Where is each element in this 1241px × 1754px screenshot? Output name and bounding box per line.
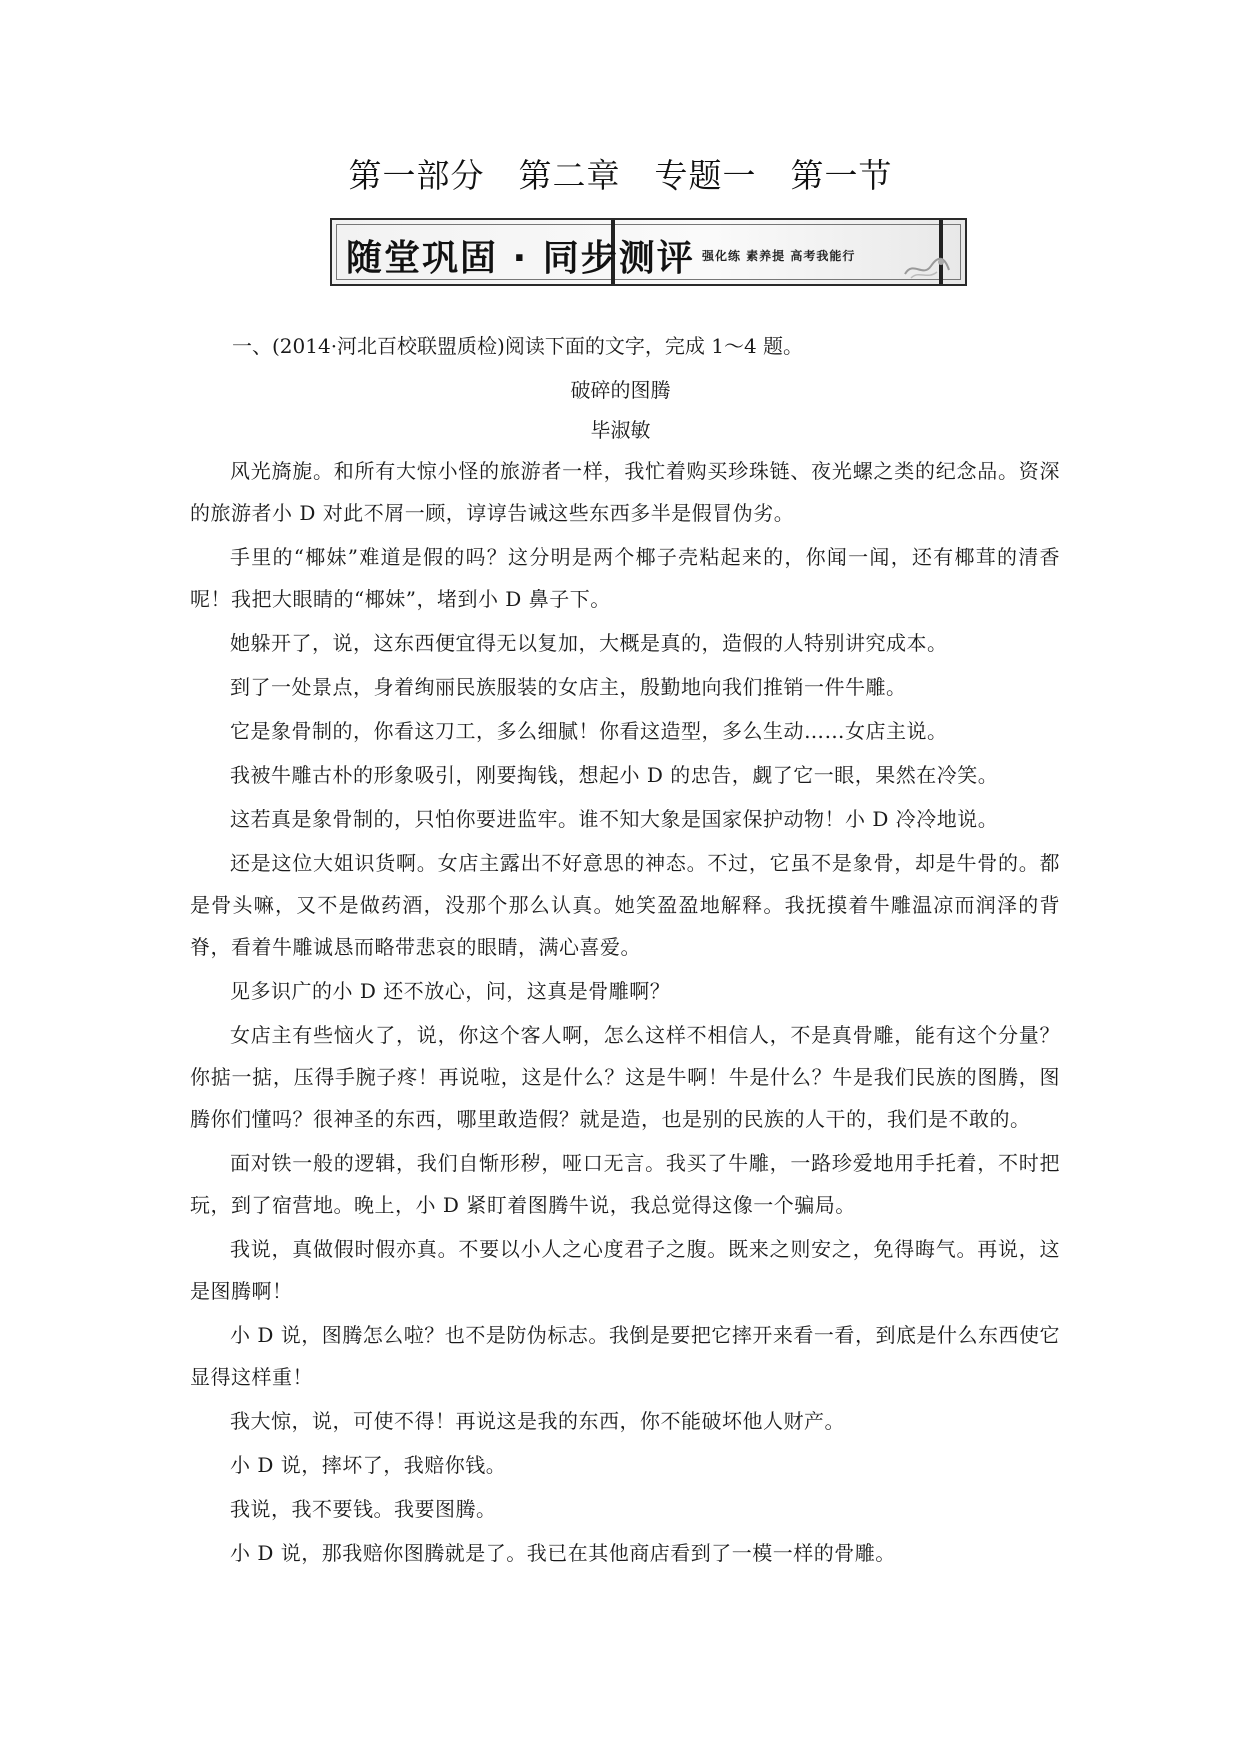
paragraph: 她躲开了，说，这东西便宜得无以复加，大概是真的，造假的人特别讲究成本。 <box>230 631 948 655</box>
paragraph: 我大惊，说，可使不得！再说这是我的东西，你不能破坏他人财产。 <box>230 1409 845 1433</box>
paragraph: 我说，我不要钱。我要图腾。 <box>230 1497 497 1521</box>
paragraph: 还是这位大姐识货啊。女店主露出不好意思的神态。不过，它虽不是象骨，却是牛骨的。都是骨头嘛，又不是做药酒，没那个那么认真。她笑盈盈地解释。我抚摸着牛雕温凉而润泽的背脊，看着牛雕诚恳而略带悲哀的眼睛，满心喜爱。 <box>190 851 1060 959</box>
story-title: 破碎的图腾 <box>570 378 671 402</box>
paragraph: 它是象骨制的，你看这刀工，多么细腻！你看这造型，多么生动……女店主说。 <box>230 719 948 743</box>
paragraph: 手里的“椰妹”难道是假的吗？这分明是两个椰子壳粘起来的，你闻一闻，还有椰茸的清香呢！我把大眼睛的“椰妹”，堵到小 D 鼻子下。 <box>190 545 1060 611</box>
paragraph: 女店主有些恼火了，说，你这个客人啊，怎么这样不相信人，不是真骨雕，能有这个分量？你掂一掂，压得手腕子疼！再说啦，这是什么？这是牛啊！牛是什么？牛是我们民族的图腾，图腾你们懂吗？很神圣的东西，哪里敢造假？就是造，也是别的民族的人干的，我们是不敢的。 <box>190 1023 1060 1131</box>
page-title: 第一部分 第二章 专题一 第一节 <box>348 156 893 195</box>
paragraph: 面对铁一般的逻辑，我们自惭形秽，哑口无言。我买了牛雕，一路珍爱地用手托着，不时把玩，到了宿营地。晚上，小 D 紧盯着图腾牛说，我总觉得这像一个骗局。 <box>190 1151 1060 1217</box>
paragraph: 小 D 说，那我赔你图腾就是了。我已在其他商店看到了一模一样的骨雕。 <box>230 1541 896 1565</box>
paragraph: 我被牛雕古朴的形象吸引，刚要掏钱，想起小 D 的忠告，觑了它一眼，果然在冷笑。 <box>230 763 999 787</box>
banner-heading: 随堂巩固 · 同步测评 <box>346 238 695 279</box>
paragraph: 风光旖旎。和所有大惊小怪的旅游者一样，我忙着购买珍珠链、夜光螺之类的纪念品。资深的旅游者小 D 对此不屑一顾，谆谆告诫这些东西多半是假冒伪劣。 <box>190 459 1060 525</box>
section-banner <box>330 218 967 286</box>
story-author: 毕淑敏 <box>590 418 651 442</box>
paragraph: 我说，真做假时假亦真。不要以小人之心度君子之腹。既来之则安之，免得晦气。再说，这是图腾啊！ <box>190 1237 1060 1303</box>
paragraph: 小 D 说，图腾怎么啦？也不是防伪标志。我倒是要把它摔开来看一看，到底是什么东西使它显得这样重！ <box>190 1323 1060 1389</box>
ink-flourish-icon <box>901 250 951 280</box>
question-instruction: 一、(2014·河北百校联盟质检)阅读下面的文字，完成 1～4 题。 <box>232 334 804 358</box>
paragraph: 见多识广的小 D 还不放心，问，这真是骨雕啊？ <box>230 979 671 1003</box>
paragraph: 这若真是象骨制的，只怕你要进监牢。谁不知大象是国家保护动物！小 D 冷冷地说。 <box>230 807 999 831</box>
banner-subheading: 强化练 素养提 高考我能行 <box>702 249 856 263</box>
paragraph: 到了一处景点，身着绚丽民族服装的女店主，殷勤地向我们推销一件牛雕。 <box>230 675 907 699</box>
story-body <box>190 450 1060 1576</box>
paragraph: 小 D 说，摔坏了，我赔你钱。 <box>230 1453 507 1477</box>
